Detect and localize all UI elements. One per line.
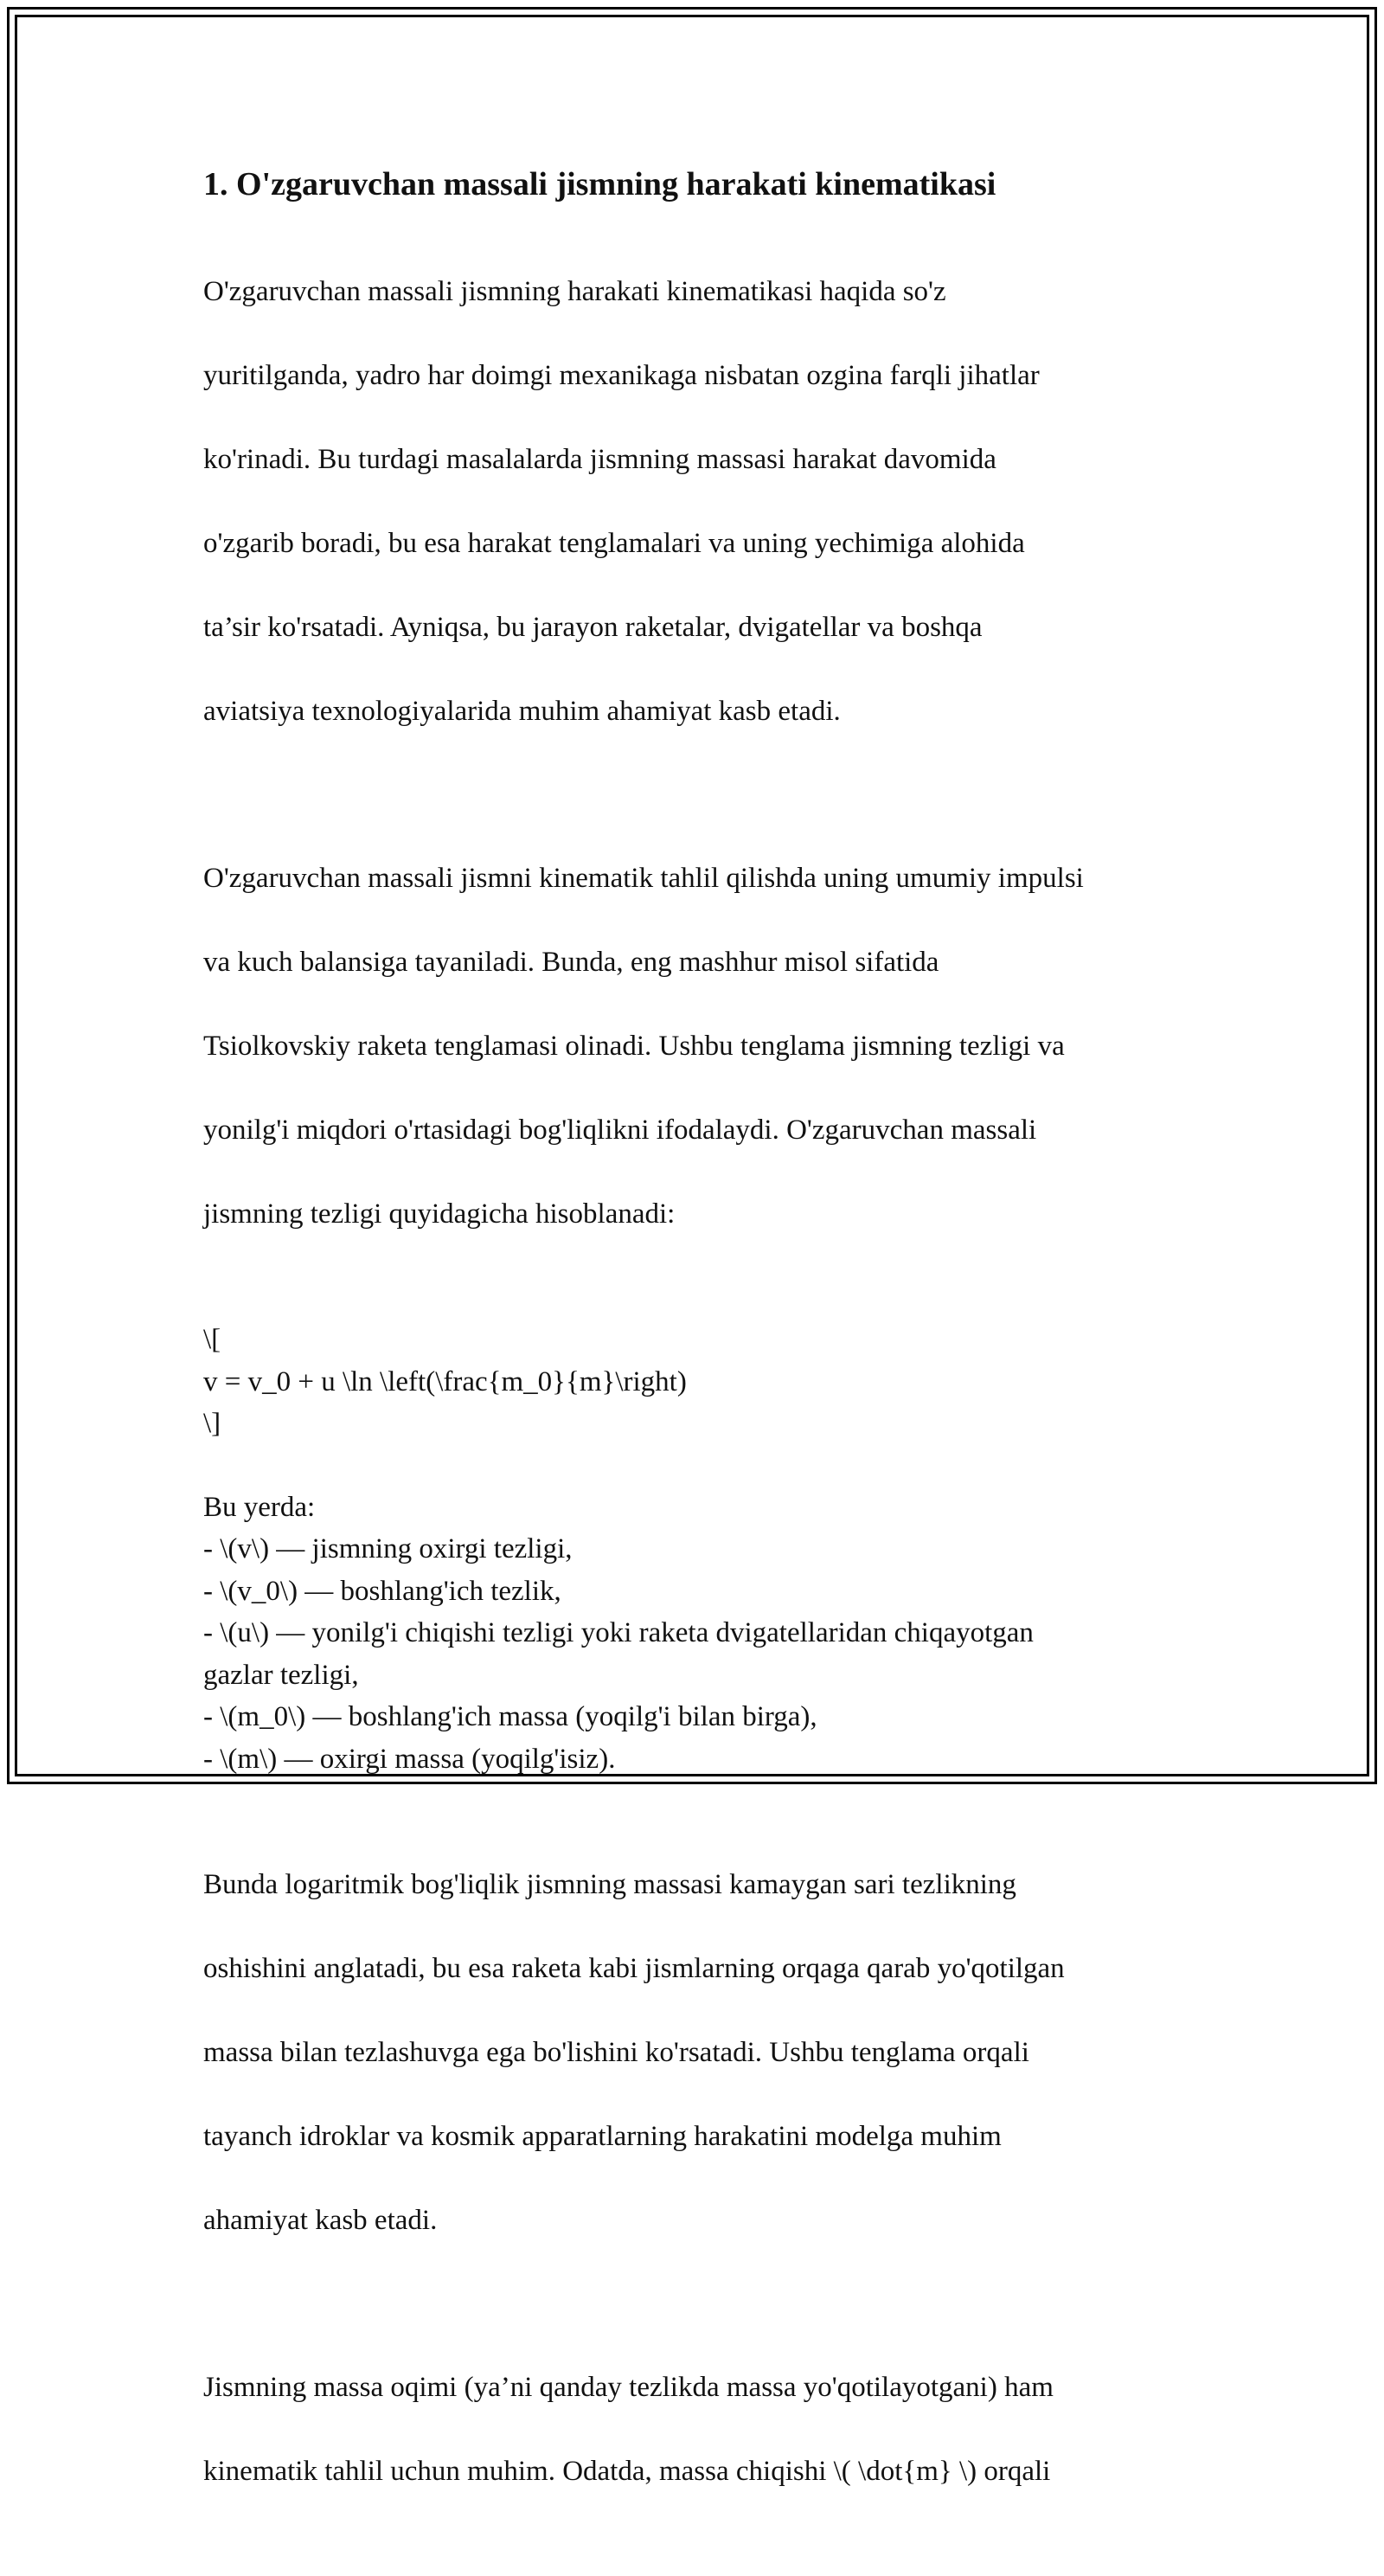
definitions-intro: Bu yerda: xyxy=(203,1491,316,1523)
text-line: o'zgarib boradi, bu esa harakat tenglamalari va uning yechimiga alohida xyxy=(203,527,1025,559)
definition-item: - \(u\) — yonilg'i chiqishi tezligi yoki raketa dvigatellaridan chiqayotgan xyxy=(203,1617,1034,1648)
formula-block xyxy=(203,1319,1198,1445)
text-line: tayanch idroklar va kosmik apparatlarning harakatini modelga muhim xyxy=(203,2120,1002,2152)
formula-body: v = v_0 + u \ln \left(\frac{m_0}{m}\right) xyxy=(203,1365,687,1397)
definitions-list xyxy=(203,1487,1198,1781)
text-line: Tsiolkovskiy raketa tenglamasi olinadi. Ushbu tenglama jismning tezligi va xyxy=(203,1031,1065,1062)
document-body xyxy=(203,161,1198,2576)
text-line: oshishini anglatadi, bu esa raketa kabi jismlarning orqaga qarab yo'qotilgan xyxy=(203,1952,1065,1984)
definition-item: - \(m_0\) — boshlang'ich massa (yoqilg'i bilan birga), xyxy=(203,1701,817,1732)
section-heading: 1. O'zgaruvchan massali jismning harakati kinematikasi xyxy=(203,166,996,202)
text-line: ahamiyat kasb etadi. xyxy=(203,2204,438,2236)
text-line: jismning tezligi quyidagicha hisoblanadi: xyxy=(203,1198,676,1230)
text-line: aviatsiya texnologiyalarida muhim ahamiyat kasb etadi. xyxy=(203,695,841,727)
text-line: Jismning massa oqimi (ya’ni qanday tezlikda massa yo'qotilayotgani) ham xyxy=(203,2372,1054,2403)
text-line: ko'rinadi. Bu turdagi masalalarda jismning massasi harakat davomida xyxy=(203,443,996,475)
paragraph-intro xyxy=(203,228,1198,774)
paragraph-mass-flow xyxy=(203,2325,1198,2535)
text-line: yonilg'i miqdori o'rtasidagi bog'liqlikni ifodalaydi. O'zgaruvchan massali xyxy=(203,1115,1037,1146)
text-line: va kuch balansiga tayaniladi. Bunda, eng mashhur misol sifatida xyxy=(203,947,939,978)
text-line: yuritilganda, yadro har doimgi mexanikaga nisbatan ozgina farqli jihatlar xyxy=(203,359,1040,391)
text-line: O'zgaruvchan massali jismning harakati kinematikasi haqida so'z xyxy=(203,275,946,307)
text-line: O'zgaruvchan massali jismni kinematik tahlil qilishda uning umumiy impulsi xyxy=(203,863,1084,894)
paragraph-rocket-equation xyxy=(203,816,1198,1278)
paragraph-logarithmic xyxy=(203,1821,1198,2284)
text-line: Bunda logaritmik bog'liqlik jismning massasi kamaygan sari tezlikning xyxy=(203,1868,1016,1900)
definition-item: - \(v_0\) — boshlang'ich tezlik, xyxy=(203,1575,561,1607)
definition-item: gazlar tezligi, xyxy=(203,1659,359,1691)
formula-close: \] xyxy=(203,1408,221,1439)
formula-open: \[ xyxy=(203,1324,221,1355)
text-line: massa bilan tezlashuvga ega bo'lishini ko'rsatadi. Ushbu tenglama orqali xyxy=(203,2036,1029,2068)
text-line: ta’sir ko'rsatadi. Ayniqsa, bu jarayon raketalar, dvigatellar va boshqa xyxy=(203,611,983,643)
definition-item: - \(m\) — oxirgi massa (yoqilg'isiz). xyxy=(203,1743,616,1775)
definition-item: - \(v\) — jismning oxirgi tezligi, xyxy=(203,1533,573,1564)
text-line: kinematik tahlil uchun muhim. Odatda, massa chiqishi \( \dot{m} \) orqali xyxy=(203,2456,1051,2487)
